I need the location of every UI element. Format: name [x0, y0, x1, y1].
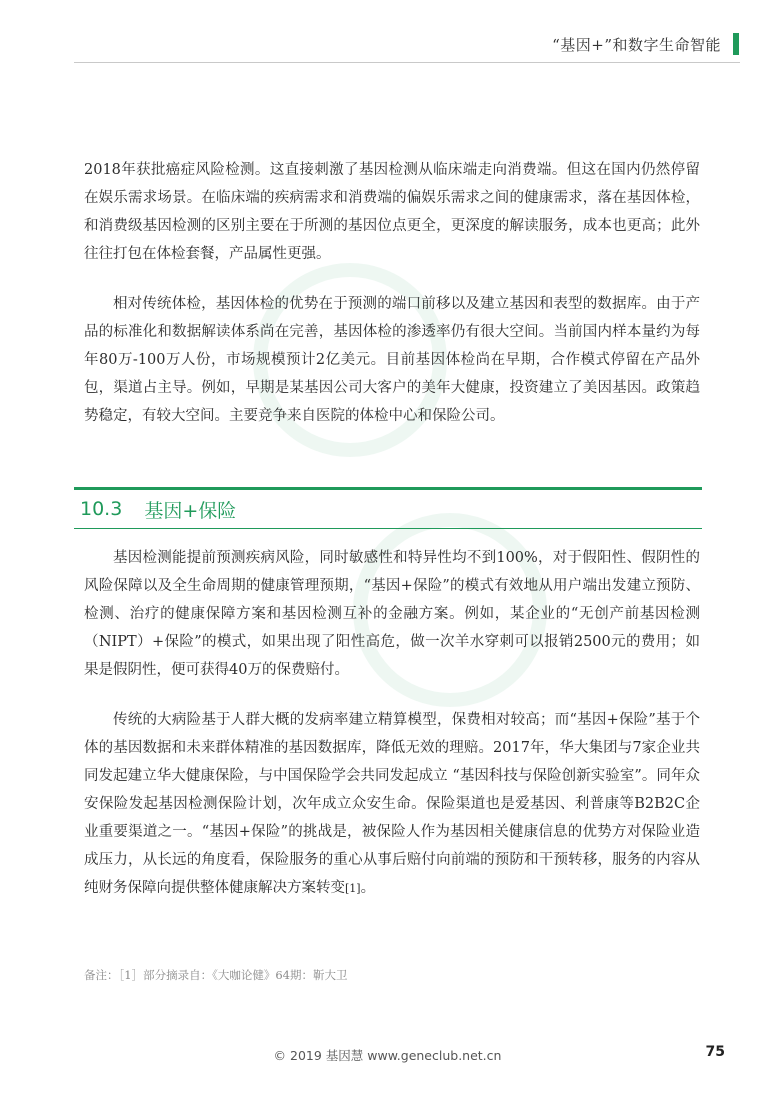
running-header: [552, 30, 739, 58]
paragraph: 基因检测能提前预测疾病风险，同时敏感性和特异性均不到100%，对于假阳性、假阴性的风险保障以及全生命周期的健康管理预期，“基因+保险”的模式有效地从用户端出发建立预防、检测、治疗的健康保障方案和基因检测互补的金融方案。例如，某企业的“无创产前基因检测（NIPT）+保险”的模式，如果出现了阳性高危，做一次羊水穿刺可以报销2500元的费用；如果是假阴性，便可获得40万的保费赔付。: [84, 550, 700, 678]
page-number: 75: [705, 1044, 725, 1060]
footer-copyright: © 2019 基因慧 www.geneclub.net.cn: [273, 1048, 502, 1063]
body-text-bottom: [84, 544, 700, 925]
section-title: 基因+保险: [144, 499, 237, 522]
paragraph: 2018年获批癌症风险检测。这直接刺激了基因检测从临床端走向消费端。但这在国内仍然停留在娱乐需求场景。在临床端的疾病需求和消费端的偏娱乐需求之间的健康需求，落在基因体检，和消费级基因检测的区别主要在于所测的基因位点更全，更深度的解读服务，成本也更高；此外往往打包在体检套餐，产品属性更强。: [84, 162, 700, 262]
citation-marker: [1]: [345, 882, 361, 895]
body-text-top: [84, 156, 700, 452]
paragraph-end: 。: [360, 880, 376, 896]
header-title: “基因+”和数字生命智能: [552, 35, 721, 54]
section-heading: [74, 487, 702, 529]
section-number: 10.3: [80, 498, 123, 520]
paragraph: [84, 706, 700, 903]
footnote: 备注：［1］部分摘录自：《大咖论健》64期：靳大卫: [84, 968, 348, 982]
paragraph-text: 传统的大病险基于人群大概的发病率建立精算模型，保费相对较高；而“基因+保险”基于个体的基因数据和未来群体精准的基因数据库，降低无效的理赔。2017年，华大集团与7家企业共同发起建立华大健康保险，与中国保险学会共同发起成立 “基因科技与保险创新实验室”。同年众安保险发起基因检测保险计划，次年成立众安生命。保险渠道也是爱基因、利普康等B2B2C企业重要渠道之一。“基因+保险”的挑战是，被保险人作为基因相关健康信息的优势方对保险业造成压力，从长远的角度看，保险服务的重心从事后赔付向前端的预防和干预转移，服务的内容从纯财务保障向提供整体健康解决方案转变: [84, 712, 700, 896]
header-accent-bar: [733, 33, 739, 55]
paragraph: 相对传统体检，基因体检的优势在于预测的端口前移以及建立基因和表型的数据库。由于产品的标准化和数据解读体系尚在完善，基因体检的渗透率仍有很大空间。当前国内样本量约为每年80万-100万人份，市场规模预计2亿美元。目前基因体检尚在早期，合作模式停留在产品外包，渠道占主导。例如，早期是某基因公司大客户的美年大健康，投资建立了美因基因。政策趋势稳定，有较大空间。主要竞争来自医院的体检中心和保险公司。: [84, 296, 700, 424]
header-divider: [74, 62, 740, 63]
